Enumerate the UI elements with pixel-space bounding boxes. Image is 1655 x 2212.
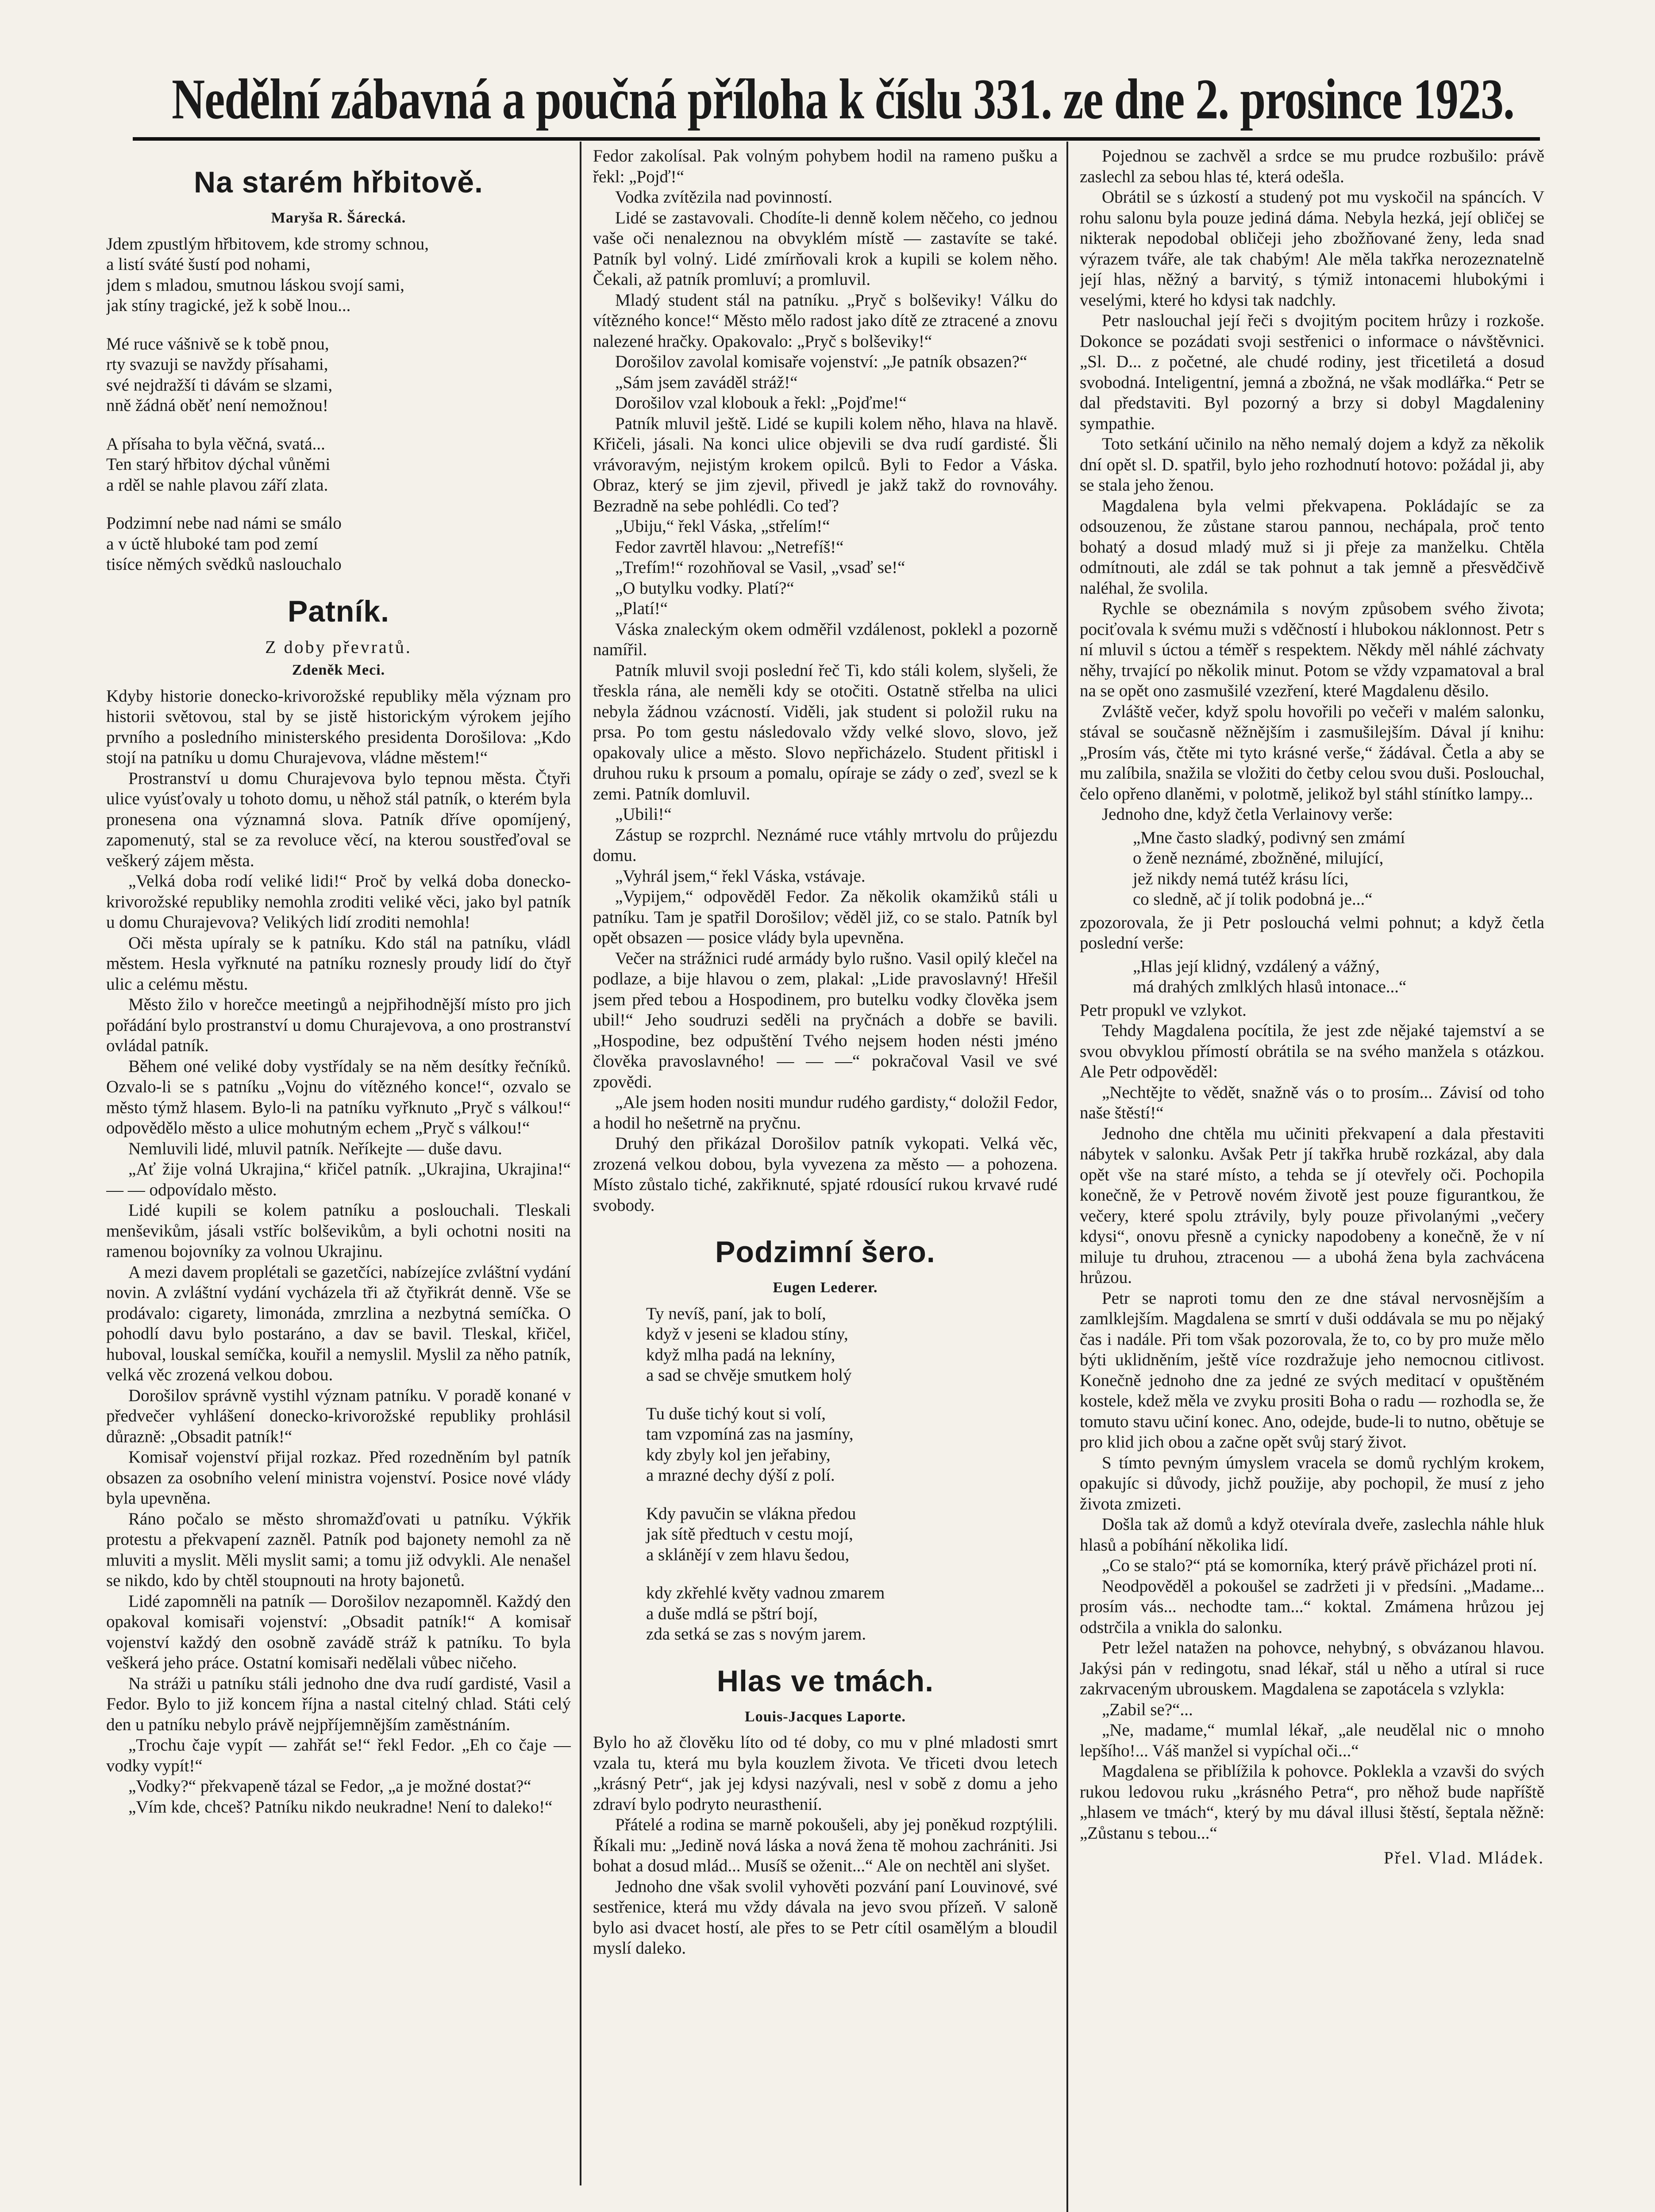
paragraph: Zvláště večer, když spolu hovořili po večeři v malém salonku, stával se současně něžnějším i zasmušilejším. Dával jí knihu: „Prosím vás, čtěte mi tyto krásné verše,“ žádával. Četla a aby se mu zalíbila, snažila se vložiti do četby celou svou duši. Poslouchal, čelo opřeno dlaněmi, v polotmě, jelikož byl stáhl stínítko lampy... [1080,702,1544,803]
paragraph: Oči města upíraly se k patníku. Kdo stál na patníku, vládl městem. Hesla vyřknuté na patníku roznesly proudy lidí do čtyř ulic a celému městu. [106,933,571,994]
paragraph: Vodka zvítězila nad povinností. [615,188,833,207]
paragraph: „Trochu čaje vypít — zahřát se!“ řekl Fedor. „Eh co čaje — vodky vypít!“ [106,1736,571,1775]
poem-stanza [106,234,571,316]
story-continuation [1080,913,1544,954]
paragraph: Bylo ho až člověku líto od té doby, co mu v plné mladosti smrt vzala tu, která mu byla kouzlem života. Ve třiceti dvou letech „krásný Petr“, jak jej kdysi nazývali, nesl v sobě z domu a jeho zdraví bylo podryto neurasthenií. [593,1733,1058,1814]
paragraph: Toto setkání učinilo na něho nemalý dojem a když za několik dní opět sl. D. spatřil, bylo jeho rozhodnutí hotovo: požádal ji, aby se stala jeho ženou. [1080,434,1544,495]
paragraph: Petr se naproti tomu den ze dne stával nervosnějším a zamlklejším. Magdalena se smrtí v duši oddávala se mu po nějaký čas i nadále. Při tom však pozorovala, že to, co by pro muže mělo býti uklidněním, ještě více rozdražuje jeho nemocnou citlivost. Konečně jednoho dne za jedné ze svých meditací v opuštěném kostele, kdež měla ve zvyku prositi Boha o radu — rozhodla se, že tomuto stavu učiní konec. Ano, odejde, bude-li to nutno, obětuje se pro klid jich obou a začne opět svůj starý život. [1080,1288,1544,1452]
paragraph: Obrátil se s úzkostí a studený pot mu vyskočil na spáncích. V rohu salonu byla pouze jediná dáma. Nebyla hezká, její obličej se nikterak nepodobal obličeji jeho zbožňované ženy, leda snad výrazem tváře, ale tak chabým! Ale měla takřka nerozeznatelně její hlas, něžný a barvitý, s týmiž intonacemi hlubokými i veselými, které ho kdysi tak nadchly. [1080,188,1544,310]
verse-line: o ženě neznámé, zbožněné, milující, [1133,849,1384,868]
verse-line: co sledně, ač jí tolik podobná je...“ [1133,890,1373,909]
verse-line: „Hlas její klidný, vzdálený a vážný, [1133,956,1380,976]
paragraph: Jednoho dne, když četla Verlainovy verše: [1102,805,1393,824]
story-body [593,1732,1058,1959]
paragraph: Fedor zakolísal. Pak volným pohybem hodil na rameno pušku a řekl: „Pojď!“ [593,146,1058,186]
paragraph: „Ubili!“ [615,805,672,824]
paragraph: Dorošilov zavolal komisaře vojenství: „Je patník obsazen?“ [615,352,1028,371]
poem-line: a sad se chvěje smutkem holý [646,1366,852,1385]
paragraph: Nemluvili lidé, mluvil patník. Neříkejte — duše davu. [128,1139,502,1158]
paragraph: Mladý student stál na patníku. „Pryč s bolševiky! Válku do vítězného konce!“ Město mělo radost jako dítě ze ztracené a znovu nalezené hračky. Opakovalo: „Pryč s bolševiky!“ [593,290,1058,351]
story-continuation [593,146,1058,1216]
column-1 [106,146,571,2212]
paragraph: „Nechtějte to vědět, snažně vás o to prosím... Závisí od toho naše štěstí!“ [1080,1083,1544,1122]
paragraph: Lidé se zastavovali. Chodíte-li denně kolem něčeho, co jednou vaše oči nenaleznou na obvyklém místě — zastavíte se také. Patník byl volný. Lidé zmírňovali krok a kupili se kolem něho. Čekali, až patník promluví; a promluvil. [593,208,1058,289]
paragraph: Druhý den přikázal Dorošilov patník vykopati. Velká věc, zrozená velkou dobou, byla vyvezena za město — a pohozena. Místo zůstalo tiché, zakřiknuté, spjaté rdousící rukou krvavé rudé svobody. [593,1134,1058,1215]
paragraph: Došla tak až domů a když otevírala dveře, zaslechla náhle hluk hlasů a pobíhání několika lidí. [1080,1515,1544,1555]
poem-line: a mrazné dechy dýší z polí. [646,1466,835,1485]
poem-line: Mé ruce vášnivě se k tobě pnou, [106,334,329,353]
poem-line: a listí sváté šustí pod nohami, [106,255,311,274]
story-author: Louis-Jacques Laporte. [745,1708,906,1725]
poem-body [593,1304,1058,1645]
paragraph: Dorošilov správně vystihl význam patníku. V poradě konané v předvečer vyhlášení donecko-krivorožské republiky prohlásil důrazně: „Obsadit patník!“ [106,1386,571,1446]
poem-line: rty svazuji se navždy přísahami, [106,355,328,374]
poem-line: Ten starý hřbitov dýchal vůněmi [106,455,331,474]
story-subtitle: Z doby převratů. [265,637,412,657]
paragraph: Město žilo v horečce meetingů a nejpřihodnější místo pro jich pořádání bylo prostranství u domu Churajevova, a ono prostranství ovládal patník. [106,995,571,1055]
poem-stanza [106,513,571,575]
story-author: Zdeněk Meci. [292,662,385,678]
poem-title: Na starém hřbitově. [194,165,483,199]
translator-credit: Přel. Vlad. Mládek. [1384,1848,1544,1867]
paragraph: „Vyhrál jsem,“ řekl Váska, vstávaje. [615,866,866,886]
poem-stanza [593,1504,1058,1566]
paragraph: Magdalena byla velmi překvapena. Pokládajíc se za odsouzenou, že zůstane starou pannou, nechápala, proč tento bohatý a dosud mladý muž si ji přeje za manželku. Chtěla odmítnouti, ale zdál se tak pohnut a tak jemně a přesvědčivě naléhal, že svolila. [1080,496,1544,598]
poem-line: své nejdražší ti dávám se slzami, [106,375,333,395]
story-title: Patník. [288,594,389,628]
masthead: Nedělní zábavná a poučná příloha k číslu 331. ze dne 2. prosince 1923. [172,67,1514,131]
paragraph: „Vím kde, chceš? Patníku nikdo neukradne! Není to daleko!“ [128,1797,553,1816]
paragraph: „Ale jsem hoden nositi mundur rudého gardisty,“ doložil Fedor, a hodil ho nešetrně na pryčnu. [593,1093,1058,1133]
poem-line: a duše mdlá se pštrí bojí, [646,1604,818,1623]
poem-line: a v úctě hluboké tam pod zemí [106,534,318,553]
paragraph: Na stráži u patníku stáli jednoho dne dva rudí gardisté, Vasil a Fedor. Bylo to již koncem října a nastal citelný chlad. Státi celý den u patníku nebylo právě nejpříjemnějším zaměstnáním. [106,1674,571,1734]
column-rule [580,142,581,2185]
story-continuation [1080,146,1544,825]
poem-line: Jdem zpustlým hřbitovem, kde stromy schnou, [106,234,429,253]
paragraph: Pojednou se zachvěl a srdce se mu prudce rozbušilo: právě zaslechl za sebou hlas té, která odešla. [1080,146,1544,186]
paragraph: Komisař vojenství přijal rozkaz. Před rozedněním byl patník obsazen za osobního velení ministra vojenství. Posice nové vlády byla upevněna. [106,1448,571,1508]
paragraph: Petr ležel natažen na pohovce, nehybný, s obvázanou hlavou. Jakýsi pán v redingotu, snad lékař, stál u něho a utíral si ruce zakrvaceným ubrouskem. Magdalena se zapotácela s vzlykla: [1080,1638,1544,1698]
story-body [106,686,571,1818]
column-2 [593,146,1058,2212]
paragraph: Ráno počalo se město shromažďovati u patníku. Výkřik protestu a překvapení zazněl. Patník pod bajonety nemohl za ně mluviti a myslit. Měli myslit sami; a tomu již odvykli. Ale nenašel se nikdo, kdo by chtěl stoupnouti na hroty bajonetů. [106,1509,571,1590]
column-rule [1066,142,1068,2212]
paragraph: Kdyby historie donecko-krivorožské republiky měla význam pro historii světovou, stal by se jistě historickým výrokem jejího prvního a posledního ministerského presidenta Dorošilova: „Kdo stojí na patníku u domu Churajevova, vládne městem!“ [106,686,571,767]
poem-stanza [106,434,571,496]
verse-lines [1080,956,1544,998]
poem-line: Ty nevíš, paní, jak to bolí, [646,1304,826,1323]
paragraph: zpozorovala, že ji Petr poslouchá velmi pohnut; a když četla poslední verše: [1080,913,1544,952]
paragraph: „Ubiju,“ řekl Váska, „střelím!“ [615,517,830,536]
verse-line: „Mne často sladký, podivný sen zmámí [1133,828,1405,847]
poem-line: Podzimní nebe nad námi se smálo [106,514,342,533]
paragraph: Rychle se obeznámila s novým způsobem svého života; pociťovala k svému muži s vděčností i hlubokou náklonnost. Petr s ní mluvil s úctou a téměř s respektem. Někdy měl náhlé záchvaty něhy, trvající po několik minut. Potom se vždy vzpamatoval a bral na se opět ono zasmušilé vzezření, které Magdalenu děsilo. [1080,599,1544,700]
paragraph: Petr naslouchal její řeči s dvojitým pocitem hrůzy i rozkoše. Dokonce se pozádati svoji sestřenici o informace o návštěvnici. „Sl. D... z početné, ale chudé rodiny, jest třicetiletá a dosud svobodná. Inteligentní, jemná a zbožná, ne však modlářka.“ Petr se dal představiti. Byl pozorný a brzy si dobyl Magdaleniny sympathie. [1080,311,1544,433]
poem-line: kdy zkřehlé květy vadnou zmarem [646,1583,885,1602]
paragraph: „Vypijem,“ odpověděl Fedor. Za několik okamžiků stáli u patníku. Tam je spatřil Dorošilov; věděl již, co se stalo. Patník byl opět obsazen — posice vlády byla upevněna. [593,887,1058,947]
poem-line: a sklánějí v zem hlavu šedou, [646,1545,850,1564]
paragraph: Jednoho dne však svolil vyhověti pozvání paní Louvinové, své sestřenice, která mu vždy dávala na jevo svou přízeň. V saloně bylo asi dvacet hostí, ale přes to se Petr cítil osamělým a bloudil myslí daleko. [593,1877,1058,1958]
paragraph: Petr propukl ve vzlykot. [1080,1000,1247,1020]
paragraph: Lidé zapomněli na patník — Dorošilov nezapomněl. Každý den opakoval komisaři vojenství: „Obsadit patník!“ A komisař vojenství každý den osobně zavádě stráž k patníku. To byla veškerá jeho práce. Ostatní komisaři nedělali vůbec ničeho. [106,1591,571,1672]
paragraph: Váska znaleckým okem odměřil vzdálenost, poklekl a pozorně namířil. [593,619,1058,659]
paragraph: Dorošilov vzal klobouk a řekl: „Pojďme!“ [615,393,907,412]
paragraph: A mezi davem proplétali se gazetčíci, nabízejíce zvláštní vydání novin. A zvláštní vydání vycházela tři až čtyřikrát denně. Vše se prodávalo: cigarety, limonáda, zmrzlina a nezbytná semíčka. O pohodlí davu bylo postaráno, a dav se bavil. Tleskal, křičel, huboval, louskal semíčka, kouřil a nemyslil. Myslil za něho patník, velká věc zrozená velkou dobou. [106,1262,571,1384]
verse-lines [1080,828,1544,910]
poem-stanza [593,1583,1058,1645]
poem-line: tisíce němých svědků naslouchalo [106,555,342,574]
paragraph: Prostranství u domu Churajevova bylo tepnou města. Čtyři ulice vyúsťovaly u tohoto domu, u něhož stál patník, o kterém byla pronesena ona významná slova. Patník dříve opomíjený, zapomenutý, stal se za revoluce věcí, na kterou soustřeďoval se veškerý zájem města. [106,768,571,870]
paragraph: „Platí!“ [615,599,668,618]
verse-quote [1080,956,1544,998]
masthead-rule [133,137,1540,141]
paragraph: Jednoho dne chtěla mu učiniti překvapení a dala přestaviti nábytek v salonku. Avšak Petr jí takřka hrubě rozkázal, aby dala opět vše na staré místo, a tehda se jí otevřely oči. Pochopila konečně, že v Petrově novém životě jest pouze figurantkou, že večery, které spolu ztrávily, byly pouze přivolanými „večery kdysi“, onovu přesně a cynicky napodobeny a konečně, že v ní miluje tu druhou, ztracenou — a ubohá žena byla zachvácena hrůzou. [1080,1124,1544,1287]
paragraph: „Zabil se?“... [1102,1700,1193,1719]
poem-line: Tu duše tichý kout si volí, [646,1404,826,1423]
poem-stanza [106,334,571,416]
poem-title: Podzimní šero. [715,1235,935,1269]
paragraph: Zástup se rozprchl. Neznámé ruce vtáhly mrtvolu do průjezdu domu. [593,825,1058,865]
poem-line: tam vzpomíná zas na jasmíny, [646,1425,854,1444]
paragraph: „Ne, madame,“ mumlal lékař, „ale neudělal nic o mnoho lepšího!... Váš manžel si vypíchal oči...“ [1080,1720,1544,1760]
poem-stanza [593,1304,1058,1386]
verse-line: jež nikdy nemá tutéž krásu líci, [1133,869,1349,888]
poem-line: jdem s mladou, smutnou láskou svojí sami, [106,275,404,295]
story-continuation [1080,1000,1544,1844]
poem-line: zda setká se zas s novým jarem. [646,1624,866,1644]
paragraph: „Ať žije volná Ukrajina,“ křičel patník. „Ukrajina, Ukrajina!“ — — odpovídalo město. [106,1160,571,1199]
paragraph: Fedor zavrtěl hlavou: „Netrefíš!“ [615,537,844,557]
paragraph: Během oné veliké doby vystřídaly se na něm desítky řečníků. Ozvalo-li se s patníku „Vojnu do vítězného konce!“, ozvalo se město týmž hlasem. Bylo-li na patníku vyřknuto „Pryč s válkou!“ odpovědělo město a ulice mohutným echem „Pryč s válkou!“ [106,1056,571,1137]
column-3 [1080,146,1544,2212]
poem-author: Maryša R. Šárecká. [271,210,406,226]
paragraph: Přátelé a rodina se marně pokoušeli, aby jej poněkud rozptýlili. Říkali mu: „Jedině nová láska a nová žena tě mohou zachrániti. Jsi bohat a dosud mlád... Musíš se oženit...“ Ale on nechtěl ani slyšet. [593,1815,1058,1875]
paragraph: S tímto pevným úmyslem vracela se domů rychlým krokem, opakujíc si důvody, jichž použije, aby pochopil, že musí z jeho života zmizeti. [1080,1453,1544,1513]
paragraph: Lidé kupili se kolem patníku a poslouchali. Tleskali menševikům, jásali vstříc bolševikům, a byli ochotni nositi na ramenou bojovníky za volnou Ukrajinu. [106,1201,571,1261]
paragraph: Patník mluvil svoji poslední řeč Ti, kdo stáli kolem, slyšeli, že třeskla rána, ale neměli kdy se otočiti. Ostatně střelba na ulici nebyla žádnou vzácností. Viděli, jak student si položil ruku na prsa. Po tom gestu následovalo vždy velké slovo, slovo, jež opakovaly ulice a město. Slovo nepřicházelo. Student přitiskl i druhou ruku k prsoum a pomalu, opíraje se zády o zeď, svezl se k zemi. Patník domluvil. [593,661,1058,803]
paragraph: „Co se stalo?“ ptá se komorníka, který právě přicházel proti ní. [1102,1556,1537,1575]
poem-line: jak sítě předtuch v cestu mojí, [646,1525,853,1544]
paragraph: Patník mluvil ještě. Lidé se kupili kolem něho, hlava na hlavě. Křičeli, jásali. Na konci ulice objevili se dva rudí gardisté. Šli vrávoravým, nejistým krokem opilců. Byli to Fedor a Váska. Obraz, který se jim zjevil, přivedl je jakž takž do rovnováhy. Bezradně na sebe pohlédli. Co teď? [593,414,1058,515]
paragraph: Magdalena se přiblížila k pohovce. Poklekla a vzavši do svých rukou ledovou ruku „krásného Petra“, pro něhož bude napříště „hlasem ve tmách“, který by mu dával illusi štěstí, šeptala něžně: „Zůstanu s tebou...“ [1080,1762,1544,1843]
paragraph: „Trefím!“ rozohňoval se Vasil, „vsaď se!“ [615,558,905,577]
poem-line: když mlha padá na lekníny, [646,1345,835,1364]
poem-line: A přísaha to byla věčná, svatá... [106,434,325,453]
paragraph: „Vodky?“ překvapeně tázal se Fedor, „a je možné dostat?“ [128,1777,531,1796]
story-title: Hlas ve tmách. [716,1664,934,1698]
poem-stanza [593,1404,1058,1486]
poem-author: Eugen Lederer. [773,1279,878,1296]
poem-line: nně žádná oběť není nemožnou! [106,396,328,415]
poem-body [106,234,571,575]
paragraph: „Velká doba rodí veliké lidi!“ Proč by velká doba donecko-krivorožské republiky nemohla zroditi veliké věci, jako byl patník u domu Churajevova? Velikých lidí zroditi nemohla! [106,872,571,932]
poem-line: kdy zbyly kol jen jeřabiny, [646,1445,831,1464]
verse-quote [1080,828,1544,910]
poem-line: jak stíny tragické, jež k sobě lnou... [106,296,351,315]
paragraph: Tehdy Magdalena pocítila, že jest zde nějaké tajemství a se svou obvyklou přímostí obrátila se na svého manžela s otázkou. Ale Petr odpověděl: [1080,1021,1544,1081]
paragraph: „O butylku vodky. Platí?“ [615,578,794,598]
verse-line: má drahých zmlklých hlasů intonace...“ [1133,977,1407,996]
paragraph: Večer na strážnici rudé armády bylo rušno. Vasil opilý klečel na podlaze, a bije hlavou o zem, plakal: „Lide pravoslavný! Hřešil jsem před tebou a Hospodinem, pro butelku vodky člověka jsem ubil!“ Jeho soudruzi seděli na pryčnách a dobře se bavili. „Hospodine, bez odpuštění Tvého nejsem hoden nésti jméno člověka pravoslavného! — — —“ pokračoval Vasil ve své zpovědi. [593,949,1058,1091]
paragraph: „Sám jsem zaváděl stráž!“ [615,373,798,392]
poem-line: když v jeseni se kladou stíny, [646,1325,848,1344]
paragraph: Neodpověděl a pokoušel se zadržeti ji v předsíni. „Madame... prosím vás... nechodte tam...“ koktal. Zmámena hrůzou jej odstrčila a vnikla do salonku. [1080,1576,1544,1637]
poem-line: Kdy pavučin se vlákna předou [646,1504,856,1523]
poem-line: a rděl se nahle plavou září zlata. [106,475,328,495]
